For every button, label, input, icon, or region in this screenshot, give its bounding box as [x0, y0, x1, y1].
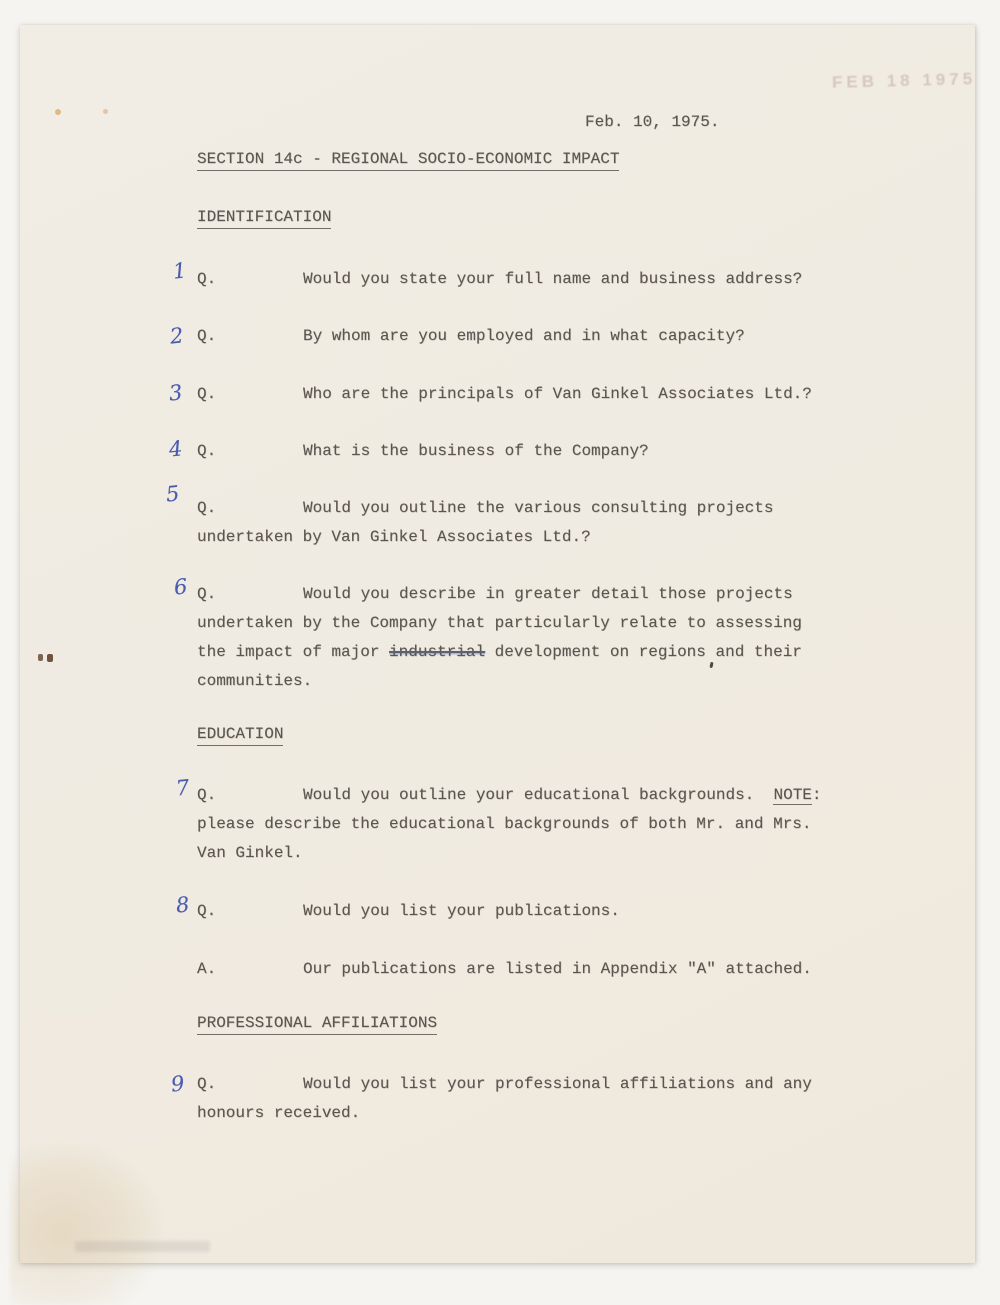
question-row	[197, 494, 773, 552]
question-row	[197, 437, 649, 466]
document-title	[197, 150, 619, 168]
margin-number: 1	[171, 258, 188, 284]
question-text: What is the business of the Company?	[303, 442, 649, 460]
question-line	[197, 265, 802, 294]
question-line	[197, 322, 745, 351]
question-row	[197, 1070, 812, 1128]
question-text: By whom are you employed and in what capacity?	[303, 327, 745, 345]
question-line	[197, 380, 812, 409]
question-label: Q.	[197, 442, 217, 460]
question-row	[197, 265, 802, 294]
question-label: Q.	[197, 585, 217, 603]
section-heading-identification	[197, 208, 331, 226]
question-label: Q.	[197, 499, 217, 517]
answer-line	[197, 955, 812, 984]
question-label: Q.	[197, 902, 217, 920]
margin-number: 2	[168, 323, 185, 349]
question-line	[197, 494, 773, 523]
paper-stain	[10, 1145, 160, 1305]
question-text: Who are the principals of Van Ginkel Associates Ltd.?	[303, 385, 812, 403]
struck-word: industrial	[389, 643, 486, 661]
question-text: Would you list your professional affiliations and any	[303, 1075, 812, 1093]
question-row	[197, 380, 812, 409]
question-label: Q.	[197, 385, 217, 403]
paper-speck	[47, 654, 53, 662]
margin-number: 7	[174, 775, 191, 801]
question-text: Would you list your publications.	[303, 902, 620, 920]
strike-pre-text: the impact of major	[197, 643, 390, 661]
question-continuation: honours received.	[197, 1104, 361, 1122]
strike-post-text: development on regions and their	[485, 643, 802, 661]
date-stamp: FEB 18 1975	[831, 69, 977, 92]
question-continuation: communities.	[197, 672, 313, 690]
question-label: Q.	[197, 327, 217, 345]
margin-number: 8	[174, 892, 191, 918]
question-text: Would you outline your educational backgrounds.	[303, 786, 774, 804]
question-text: Would you describe in greater detail those projects	[303, 585, 793, 603]
section-heading-professional-affiliations	[197, 1014, 437, 1032]
question-line	[197, 580, 802, 609]
heading-text: EDUCATION	[197, 725, 283, 746]
margin-number: 4	[167, 436, 184, 462]
question-label: Q.	[197, 786, 217, 804]
question-row	[197, 781, 822, 868]
margin-number: 6	[172, 574, 189, 600]
title-text: SECTION 14c - REGIONAL SOCIO-ECONOMIC IMPACT	[197, 150, 619, 171]
question-row	[197, 897, 620, 926]
question-line	[197, 437, 649, 466]
question-continuation: Van Ginkel.	[197, 844, 303, 862]
document-date	[585, 108, 719, 137]
question-label: Q.	[197, 270, 217, 288]
question-continuation: undertaken by Van Ginkel Associates Ltd.?	[197, 528, 591, 546]
answer-label: A.	[197, 960, 217, 978]
question-continuation: please describe the educational backgrounds of both Mr. and Mrs.	[197, 815, 812, 833]
answer-row	[197, 955, 812, 984]
section-heading-education	[197, 725, 283, 743]
question-continuation: undertaken by the Company that particularly relate to assessing	[197, 614, 802, 632]
question-text: Would you outline the various consulting projects	[303, 499, 774, 517]
underlined-note-word: NOTE	[773, 786, 812, 804]
margin-number: 5	[164, 481, 181, 507]
note-colon: :	[811, 786, 822, 804]
question-row	[197, 322, 745, 351]
date-text: Feb. 10, 1975.	[585, 113, 720, 131]
question-line	[197, 897, 620, 926]
margin-number: 9	[169, 1071, 186, 1097]
heading-text: PROFESSIONAL AFFILIATIONS	[197, 1014, 437, 1035]
question-line	[197, 1070, 812, 1099]
margin-number: 3	[167, 380, 184, 406]
answer-text: Our publications are listed in Appendix "A" attached.	[303, 960, 812, 978]
question-line	[197, 781, 822, 810]
question-row	[197, 580, 802, 696]
heading-text: IDENTIFICATION	[197, 208, 331, 229]
paper-speck	[103, 109, 108, 114]
question-text: Would you state your full name and business address?	[303, 270, 803, 288]
question-label: Q.	[197, 1075, 217, 1093]
paper-sheet	[20, 25, 975, 1263]
paper-speck	[55, 109, 61, 115]
faint-marking	[75, 1241, 210, 1252]
paper-speck	[38, 654, 43, 661]
